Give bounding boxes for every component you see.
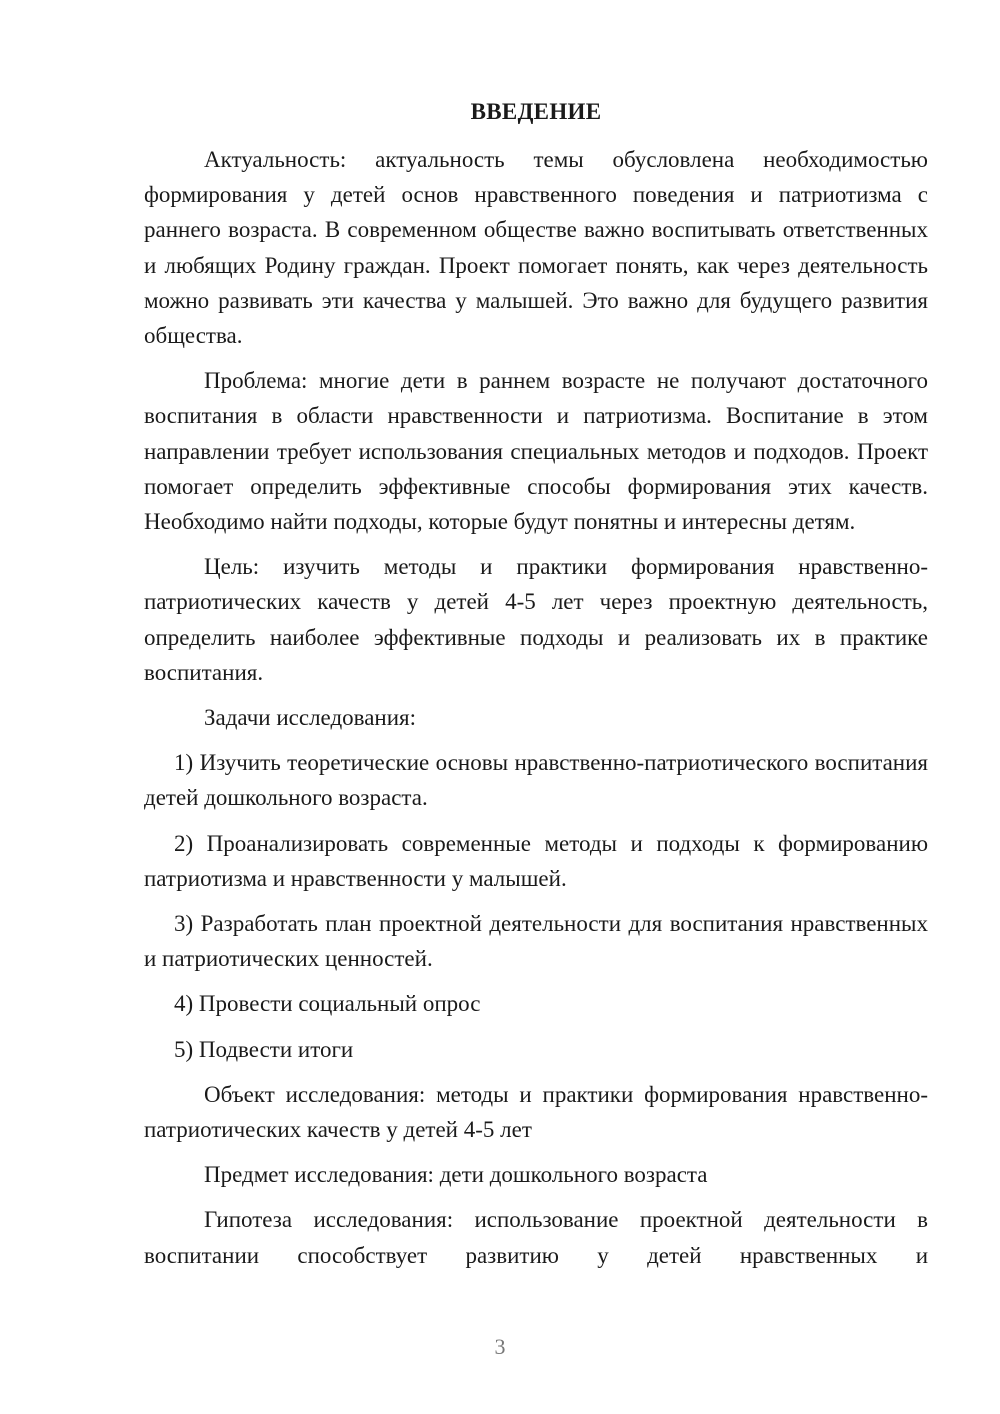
page-number: 3 (494, 1334, 506, 1359)
problem-paragraph: Проблема: многие дети в раннем возрасте не получают достаточного воспитания в области нравственности и патриотизма. Воспитание в этом направлении требует использования специальных методов и подходов. Проект помогает определить эффективные способы формирования этих качеств. Необходимо найти подходы, которые будут понятны и интересны детям. (144, 368, 928, 535)
goal-paragraph: Цель: изучить методы и практики формирования нравственно-патриотических качеств у детей 4-5 лет через проектную деятельность, определить наиболее эффективные подходы и реализовать их в практике воспитания. (144, 554, 928, 685)
relevance-paragraph: Актуальность: актуальность темы обусловлена необходимостью формирования у детей основ нравственного поведения и патриотизма с раннего возраста. В современном обществе важно воспитывать ответственных и любящих Родину граждан. Проект помогает понять, как через деятельность можно развивать эти качества у малышей. Это важно для будущего развития общества. (144, 147, 928, 349)
document-page (144, 94, 928, 1283)
research-subject-paragraph: Предмет исследования: дети дошкольного возраста (204, 1162, 708, 1188)
tasks-heading: Задачи исследования: (204, 705, 417, 731)
task-item-2: 2) Проанализировать современные методы и подходы к формированию патриотизма и нравственности у малышей. (144, 830, 928, 891)
task-item-5: 5) Подвести итоги (174, 1036, 354, 1062)
research-object-paragraph: Объект исследования: методы и практики формирования нравственно-патриотических качеств у детей 4-5 лет (144, 1081, 928, 1143)
task-item-4: 4) Провести социальный опрос (174, 991, 481, 1017)
task-item-1: 1) Изучить теоретические основы нравственно-патриотического воспитания детей дошкольного возраста. (144, 750, 928, 811)
hypothesis-paragraph: Гипотеза исследования: использование проектной деятельности в воспитании способствует развитию у детей нравственных и (144, 1207, 928, 1268)
task-item-3: 3) Разработать план проектной деятельности для воспитания нравственных и патриотических ценностей. (144, 911, 928, 972)
section-title: ВВЕДЕНИЕ (470, 99, 602, 124)
